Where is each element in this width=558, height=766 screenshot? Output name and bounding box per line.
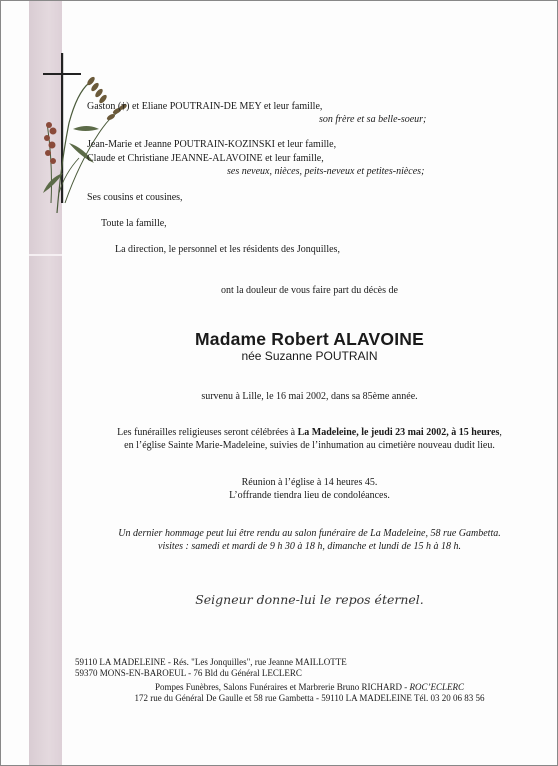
homage-line-2: visites : samedi et mardi de 9 h 30 à 18 h, dimanche et lundi de 15 h à 18 h.: [158, 541, 461, 552]
funeral-post: ,: [499, 427, 502, 438]
announcer-line-1: Gaston (†) et Eliane POUTRAIN-DE MEY et leur famille,: [87, 101, 323, 112]
funeral-pre: Les funérailles religieuses seront célébrées à: [117, 427, 298, 438]
company-brand: ROC’ECLERC: [409, 682, 464, 692]
company-name: Pompes Funèbres, Salons Funéraires et Marbrerie Bruno RICHARD -: [155, 682, 410, 692]
intro-text: ont la douleur de vous faire part du décès de: [221, 285, 398, 296]
address-line-2: 59370 MONS-EN-BAROEUL - 76 Bld du Général LECLERC: [75, 668, 302, 678]
band-fold: [29, 254, 62, 256]
announcer-line-5: Toute la famille,: [101, 218, 167, 229]
announcer-line-3-role: ses neveux, nièces, peits-neveux et petites-nièces;: [227, 166, 425, 177]
funeral-line-2: en l’église Sainte Marie-Madeleine, suivies de l’inhumation au cimetière nouveau dudit lieu.: [124, 440, 495, 451]
announcer-line-1-role: son frère et sa belle-soeur;: [319, 114, 427, 125]
deceased-name: Madame Robert ALAVOINE: [194, 329, 424, 349]
address-line-1: 59110 LA MADELEINE - Rés. "Les Jonquilles", rue Jeanne MAILLOTTE: [75, 657, 347, 667]
death-info: survenu à Lille, le 16 mai 2002, dans sa 85ème année.: [201, 391, 418, 402]
meeting-line-2: L’offrande tiendra lieu de condoléances.: [229, 490, 390, 501]
deceased-birth-name: née Suzanne POUTRAIN: [241, 349, 378, 363]
funeral-date-place: La Madeleine, le jeudi 23 mai 2002, à 15 heures: [297, 427, 500, 438]
announcer-line-6: La direction, le personnel et les résidents des Jonquilles,: [115, 244, 340, 255]
announcer-line-4: Ses cousins et cousines,: [87, 192, 183, 203]
homage-line-1: Un dernier hommage peut lui être rendu au salon funéraire de La Madeleine, 58 rue Gambetta.: [118, 528, 501, 539]
prayer-text: Seigneur donne-lui le repos éternel.: [195, 592, 424, 607]
announcer-line-3: Claude et Christiane JEANNE-ALAVOINE et leur famille,: [87, 153, 324, 164]
meeting-line-1: Réunion à l’église à 14 heures 45.: [241, 477, 378, 488]
announcer-line-2: Jean-Marie et Jeanne POUTRAIN-KOZINSKI et leur famille,: [87, 139, 337, 150]
funeral-line-1: [62, 427, 557, 439]
company-line-2: 172 rue du Général De Gaulle et 58 rue Gambetta - 59110 LA MADELEINE Tél. 03 20 06 83 56: [134, 693, 485, 703]
company-line-1: [62, 682, 557, 692]
